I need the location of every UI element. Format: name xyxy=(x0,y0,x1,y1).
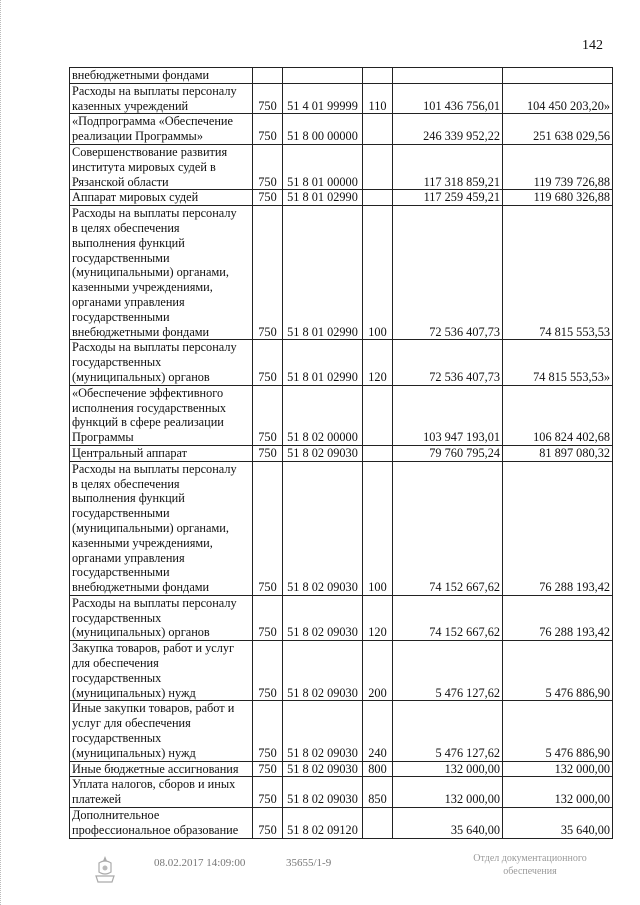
row-value-2018-cell: 76 288 193,42 xyxy=(503,461,613,595)
row-vr-cell: 120 xyxy=(363,340,393,385)
table-row xyxy=(70,190,613,206)
row-value-2018-cell: 119 680 326,88 xyxy=(503,190,613,206)
row-vr-cell xyxy=(363,144,393,189)
page-footer xyxy=(0,852,640,892)
row-value-2018-cell: 104 450 203,20» xyxy=(503,83,613,114)
row-code-cell: 750 xyxy=(253,701,283,761)
table-row xyxy=(70,461,613,595)
budget-table xyxy=(69,67,613,839)
table-row xyxy=(70,761,613,777)
table-row xyxy=(70,777,613,808)
row-value-2017-cell: 72 536 407,73 xyxy=(393,206,503,340)
row-vr-cell: 200 xyxy=(363,641,393,701)
row-name-cell: «Подпрограмма «Обеспечение реализации Программы» xyxy=(70,114,253,145)
row-value-2017-cell: 132 000,00 xyxy=(393,761,503,777)
row-code-cell: 750 xyxy=(253,445,283,461)
page-number: 142 xyxy=(582,38,603,53)
table-row xyxy=(70,595,613,640)
row-value-2017-cell: 103 947 193,01 xyxy=(393,385,503,445)
row-code-cell: 750 xyxy=(253,340,283,385)
emblem-icon xyxy=(92,854,118,886)
row-value-2017-cell: 117 259 459,21 xyxy=(393,190,503,206)
row-vr-cell: 120 xyxy=(363,595,393,640)
row-name-cell: Уплата налогов, сборов и иных платежей xyxy=(70,777,253,808)
row-vr-cell xyxy=(363,190,393,206)
table-row xyxy=(70,114,613,145)
row-name-cell: Расходы на выплаты персоналу государственных (муниципальных) органов xyxy=(70,595,253,640)
row-name-cell: Совершенствование развития института мировых судей в Рязанской области xyxy=(70,144,253,189)
row-csr-cell: 51 8 01 02990 xyxy=(283,190,363,206)
row-value-2017-cell: 117 318 859,21 xyxy=(393,144,503,189)
row-csr-cell: 51 8 01 00000 xyxy=(283,144,363,189)
row-value-2018-cell: 35 640,00 xyxy=(503,808,613,839)
row-vr-cell: 100 xyxy=(363,461,393,595)
row-value-2018-cell: 251 638 029,56 xyxy=(503,114,613,145)
row-vr-cell: 100 xyxy=(363,206,393,340)
row-value-2017-cell: 5 476 127,62 xyxy=(393,701,503,761)
row-code-cell: 750 xyxy=(253,595,283,640)
row-code-cell: 750 xyxy=(253,385,283,445)
row-name-cell: Закупка товаров, работ и услуг для обеспечения государственных (муниципальных) нужд xyxy=(70,641,253,701)
row-csr-cell: 51 4 01 99999 xyxy=(283,83,363,114)
row-csr-cell: 51 8 02 09030 xyxy=(283,445,363,461)
row-csr-cell: 51 8 02 09030 xyxy=(283,701,363,761)
binding-margin xyxy=(0,0,7,905)
row-value-2018-cell: 74 815 553,53» xyxy=(503,340,613,385)
row-csr-cell: 51 8 02 09030 xyxy=(283,595,363,640)
row-value-2017-cell: 132 000,00 xyxy=(393,777,503,808)
row-name-cell: Иные закупки товаров, работ и услуг для обеспечения государственных (муниципальных) нужд xyxy=(70,701,253,761)
row-name-cell: внебюджетными фондами xyxy=(70,68,253,84)
row-csr-cell xyxy=(283,68,363,84)
row-name-cell: Расходы на выплаты персоналу государственных (муниципальных) органов xyxy=(70,340,253,385)
row-value-2018-cell: 106 824 402,68 xyxy=(503,385,613,445)
row-value-2017-cell: 74 152 667,62 xyxy=(393,461,503,595)
row-csr-cell: 51 8 02 09030 xyxy=(283,641,363,701)
row-value-2018-cell: 76 288 193,42 xyxy=(503,595,613,640)
row-value-2017-cell: 72 536 407,73 xyxy=(393,340,503,385)
row-csr-cell: 51 8 02 09030 xyxy=(283,461,363,595)
table-row xyxy=(70,68,613,84)
row-csr-cell: 51 8 01 02990 xyxy=(283,340,363,385)
row-value-2018-cell: 119 739 726,88 xyxy=(503,144,613,189)
row-code-cell: 750 xyxy=(253,461,283,595)
row-value-2017-cell: 101 436 756,01 xyxy=(393,83,503,114)
row-vr-cell xyxy=(363,808,393,839)
row-name-cell: Иные бюджетные ассигнования xyxy=(70,761,253,777)
row-value-2018-cell: 132 000,00 xyxy=(503,761,613,777)
row-name-cell: Дополнительное профессиональное образование xyxy=(70,808,253,839)
row-csr-cell: 51 8 02 09120 xyxy=(283,808,363,839)
table-row xyxy=(70,144,613,189)
row-code-cell: 750 xyxy=(253,641,283,701)
row-vr-cell: 110 xyxy=(363,83,393,114)
row-vr-cell: 850 xyxy=(363,777,393,808)
row-value-2017-cell: 35 640,00 xyxy=(393,808,503,839)
footer-stamp: Отдел документационного обеспечения xyxy=(473,853,587,877)
row-csr-cell: 51 8 00 00000 xyxy=(283,114,363,145)
row-value-2017-cell: 5 476 127,62 xyxy=(393,641,503,701)
row-value-2018-cell: 5 476 886,90 xyxy=(503,701,613,761)
row-vr-cell xyxy=(363,445,393,461)
row-code-cell: 750 xyxy=(253,190,283,206)
row-csr-cell: 51 8 02 09030 xyxy=(283,777,363,808)
table-row xyxy=(70,340,613,385)
table-row xyxy=(70,808,613,839)
row-code-cell: 750 xyxy=(253,777,283,808)
row-vr-cell xyxy=(363,385,393,445)
table-row xyxy=(70,701,613,761)
row-name-cell: Расходы на выплаты персоналу казенных учреждений xyxy=(70,83,253,114)
row-code-cell: 750 xyxy=(253,144,283,189)
row-value-2018-cell xyxy=(503,68,613,84)
row-value-2017-cell: 79 760 795,24 xyxy=(393,445,503,461)
row-name-cell: Центральный аппарат xyxy=(70,445,253,461)
row-code-cell: 750 xyxy=(253,114,283,145)
footer-doc-number: 35655/1-9 xyxy=(286,857,332,869)
footer-datetime: 08.02.2017 14:09:00 xyxy=(154,857,246,869)
row-csr-cell: 51 8 02 00000 xyxy=(283,385,363,445)
row-name-cell: Расходы на выплаты персоналу в целях обеспечения выполнения функций государственными (муниципальными) органами, казенными учреждениями, органами управления государственными внебюджетными фондами xyxy=(70,206,253,340)
table-row xyxy=(70,641,613,701)
row-value-2017-cell: 74 152 667,62 xyxy=(393,595,503,640)
row-value-2017-cell: 246 339 952,22 xyxy=(393,114,503,145)
row-name-cell: «Обеспечение эффективного исполнения государственных функций в сфере реализации Программы xyxy=(70,385,253,445)
row-vr-cell xyxy=(363,114,393,145)
row-vr-cell: 800 xyxy=(363,761,393,777)
row-code-cell: 750 xyxy=(253,83,283,114)
row-name-cell: Аппарат мировых судей xyxy=(70,190,253,206)
table-row xyxy=(70,445,613,461)
row-value-2018-cell: 5 476 886,90 xyxy=(503,641,613,701)
table-row xyxy=(70,83,613,114)
row-csr-cell: 51 8 02 09030 xyxy=(283,761,363,777)
row-code-cell: 750 xyxy=(253,761,283,777)
row-vr-cell: 240 xyxy=(363,701,393,761)
table-row xyxy=(70,385,613,445)
budget-table-body xyxy=(70,68,613,839)
row-value-2018-cell: 81 897 080,32 xyxy=(503,445,613,461)
row-csr-cell: 51 8 01 02990 xyxy=(283,206,363,340)
row-code-cell: 750 xyxy=(253,206,283,340)
row-value-2018-cell: 74 815 553,53 xyxy=(503,206,613,340)
row-vr-cell xyxy=(363,68,393,84)
row-value-2018-cell: 132 000,00 xyxy=(503,777,613,808)
row-code-cell xyxy=(253,68,283,84)
table-row xyxy=(70,206,613,340)
row-value-2017-cell xyxy=(393,68,503,84)
row-code-cell: 750 xyxy=(253,808,283,839)
row-name-cell: Расходы на выплаты персоналу в целях обеспечения выполнения функций государственными (муниципальными) органами, казенными учреждениями, органами управления государственными внебюджетными фондами xyxy=(70,461,253,595)
